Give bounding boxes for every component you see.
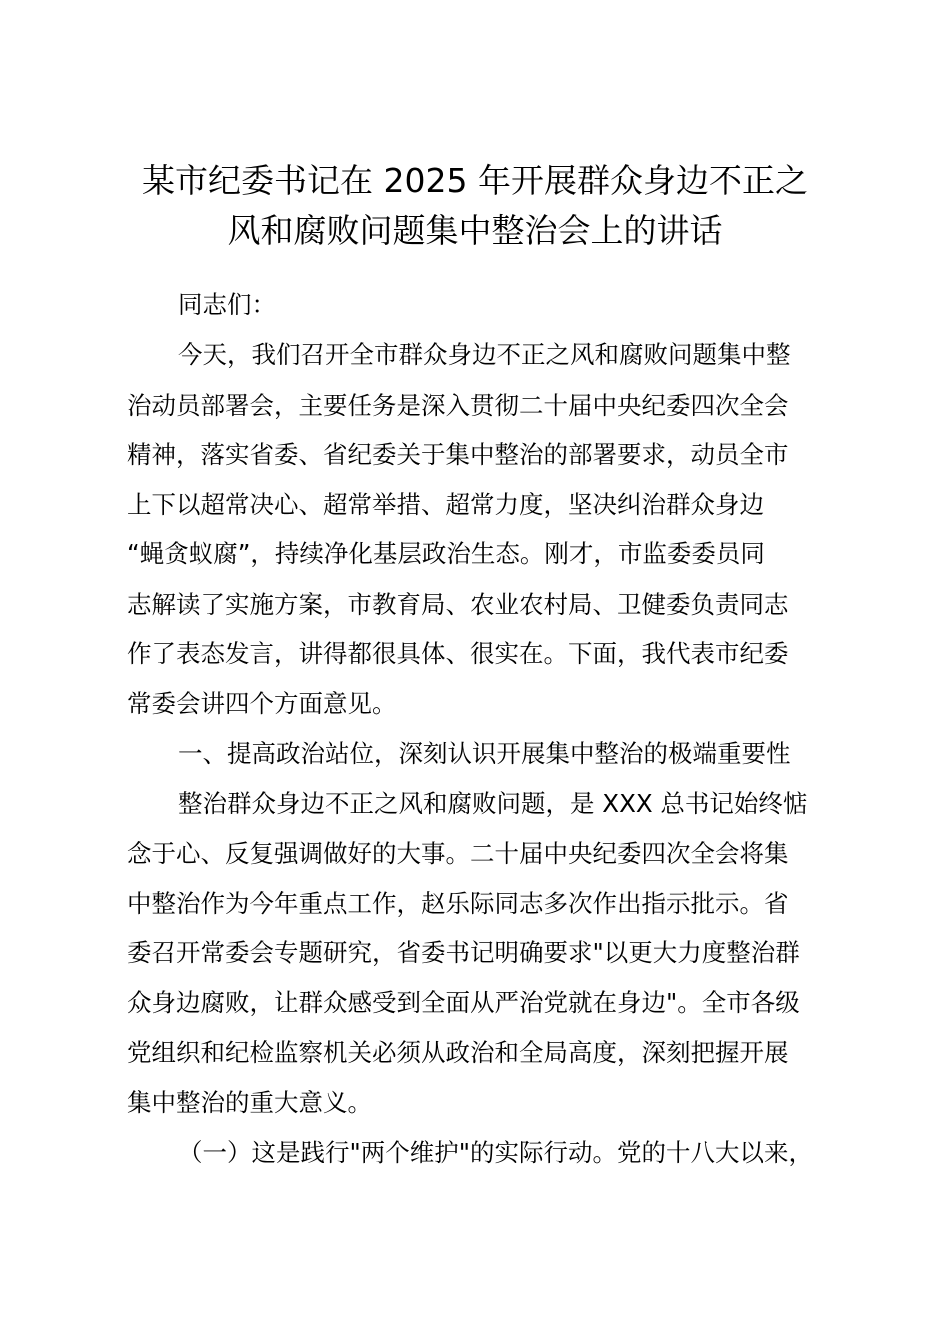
paragraph-1-line: 治动员部署会，主要任务是深入贯彻二十届中央纪委四次全会 bbox=[127, 391, 789, 420]
paragraph-1-line: 常委会讲四个方面意见。 bbox=[127, 689, 397, 718]
salutation: 同志们： bbox=[178, 290, 276, 319]
paragraph-2-line: 中整治作为今年重点工作，赵乐际同志多次作出指示批示。省 bbox=[127, 889, 789, 918]
section-heading-1: 一、提高政治站位，深刻认识开展集中整治的极端重要性 bbox=[178, 739, 791, 768]
paragraph-2-line: 党组织和纪检监察机关必须从政治和全局高度，深刻把握开展 bbox=[127, 1038, 789, 1067]
paragraph-2-line: 集中整治的重大意义。 bbox=[127, 1088, 372, 1117]
paragraph-2-line: 整治群众身边不正之风和腐败问题，是 XXX 总书记始终惦 bbox=[178, 789, 808, 818]
document-title-line-1: 某市纪委书记在 2025 年开展群众身边不正之 bbox=[142, 161, 808, 200]
document-title-line-2: 风和腐败问题集中整治会上的讲话 bbox=[227, 211, 723, 250]
paragraph-2-line: 委召开常委会专题研究，省委书记明确要求"以更大力度整治群 bbox=[127, 938, 800, 967]
paragraph-1-line: 志解读了实施方案，市教育局、农业农村局、卫健委负责同志 bbox=[127, 590, 789, 619]
paragraph-1-line: 作了表态发言，讲得都很具体、很实在。下面，我代表市纪委 bbox=[127, 639, 789, 668]
paragraph-2-line: 众身边腐败，让群众感受到全面从严治党就在身边"。全市各级 bbox=[127, 988, 800, 1017]
paragraph-1-line: “蝇贪蚁腐”，持续净化基层政治生态。刚才，市监委委员同 bbox=[127, 539, 765, 568]
paragraph-1-line: 上下以超常决心、超常举措、超常力度，坚决纠治群众身边 bbox=[127, 490, 764, 519]
paragraph-2-line: 念于心、反复强调做好的大事。二十届中央纪委四次全会将集 bbox=[127, 839, 789, 868]
paragraph-3-line: （一）这是践行"两个维护"的实际行动。党的十八大以来， bbox=[178, 1138, 814, 1167]
paragraph-1-line: 今天，我们召开全市群众身边不正之风和腐败问题集中整 bbox=[178, 340, 791, 369]
paragraph-1-line: 精神，落实省委、省纪委关于集中整治的部署要求，动员全市 bbox=[127, 440, 789, 469]
